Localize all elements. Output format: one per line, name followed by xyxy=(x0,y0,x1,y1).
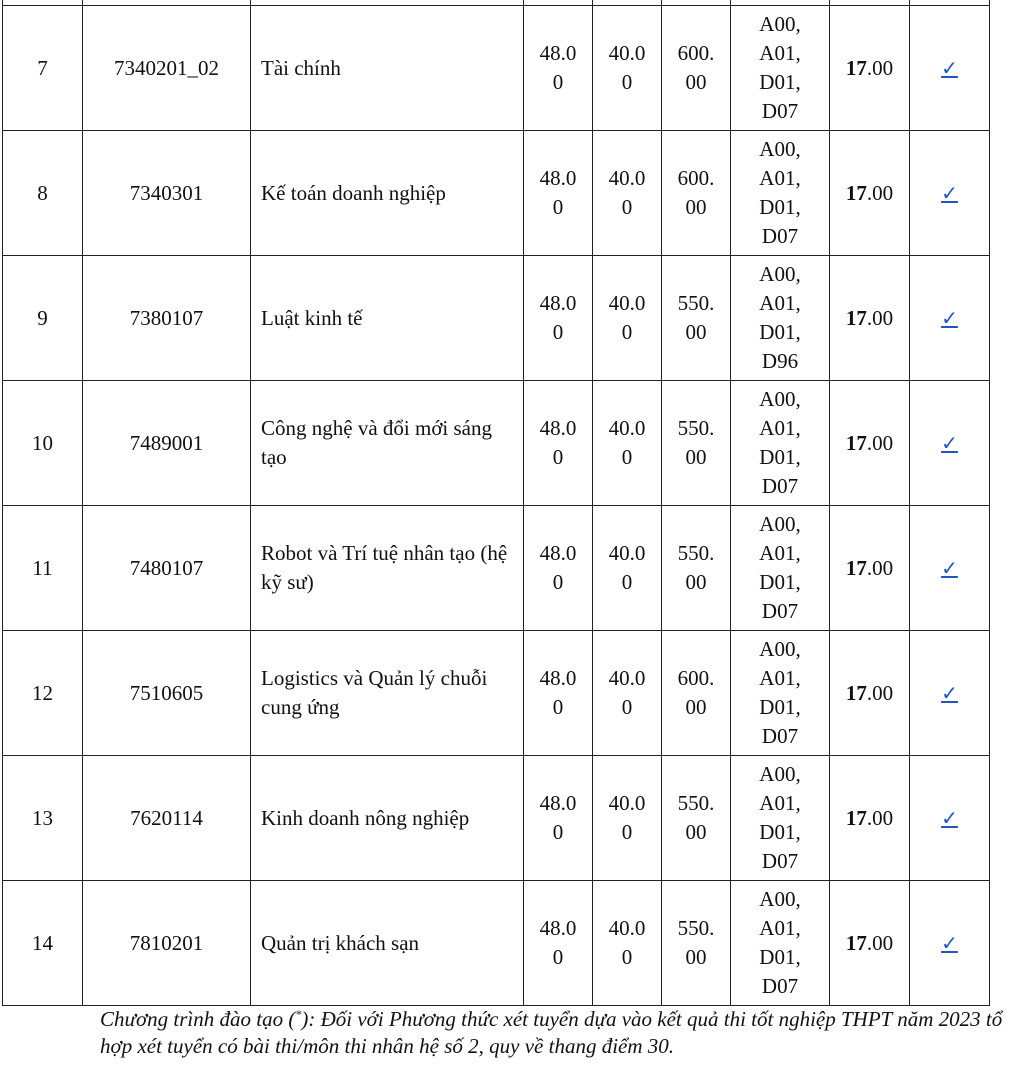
checkmark-link-icon[interactable]: ✓ xyxy=(941,930,958,955)
cell-name xyxy=(251,6,524,131)
row-score-decimal: .00 xyxy=(866,930,894,955)
row-value-1: 0 xyxy=(552,195,564,219)
row-value-2: 0 xyxy=(621,445,633,469)
cell-code xyxy=(83,381,251,506)
cell-col1 xyxy=(524,6,593,131)
cell-check xyxy=(910,881,990,1006)
row-value-2: 40.0 xyxy=(608,666,646,690)
row-value-1: 48.0 xyxy=(539,791,577,815)
row-stt: 14 xyxy=(32,930,53,955)
row-value-2: 40.0 xyxy=(608,916,646,940)
row-value-2: 0 xyxy=(621,945,633,969)
checkmark-link-icon[interactable]: ✓ xyxy=(941,805,958,830)
row-value-3: 00 xyxy=(685,945,707,969)
checkmark-link-icon[interactable]: ✓ xyxy=(941,180,958,205)
row-stt: 10 xyxy=(32,430,53,455)
cell-combos xyxy=(731,756,830,881)
row-subject-combo: D07 xyxy=(761,974,799,998)
cell-combos xyxy=(731,881,830,1006)
row-code: 7380107 xyxy=(129,305,204,330)
cell-stt xyxy=(3,506,83,631)
cell-col1 xyxy=(524,256,593,381)
cell-combos xyxy=(731,506,830,631)
row-value-1: 0 xyxy=(552,570,564,594)
row-score-decimal: .00 xyxy=(866,55,894,80)
row-score-integer: 17 xyxy=(845,805,867,830)
footnote-marker: * xyxy=(295,1007,302,1021)
row-subject-combo: A00, xyxy=(759,887,801,911)
row-value-1: 0 xyxy=(552,320,564,344)
row-value-2: 0 xyxy=(621,70,633,94)
row-subject-combo: A00, xyxy=(759,387,801,411)
row-score-decimal: .00 xyxy=(866,555,894,580)
cell-check xyxy=(910,256,990,381)
admissions-table xyxy=(2,0,990,1006)
row-value-1: 48.0 xyxy=(539,666,577,690)
cell-col3 xyxy=(662,6,731,131)
cell-col2 xyxy=(593,631,662,756)
cell-check xyxy=(910,131,990,256)
cell-name xyxy=(251,131,524,256)
checkmark-link-icon[interactable]: ✓ xyxy=(941,680,958,705)
cell-stt xyxy=(3,881,83,1006)
cell-code xyxy=(83,756,251,881)
row-stt: 7 xyxy=(37,55,48,80)
row-value-1: 0 xyxy=(552,695,564,719)
table-row xyxy=(3,381,990,506)
row-subject-combo: A01, xyxy=(759,41,801,65)
row-value-2: 40.0 xyxy=(608,166,646,190)
row-value-1: 0 xyxy=(552,70,564,94)
row-subject-combo: D07 xyxy=(761,724,799,748)
row-subject-combo: D01, xyxy=(759,320,801,344)
row-value-3: 00 xyxy=(685,695,707,719)
row-value-3: 550. xyxy=(677,416,715,440)
cell-col3 xyxy=(662,881,731,1006)
cell-score xyxy=(830,631,910,756)
checkmark-link-icon[interactable]: ✓ xyxy=(941,305,958,330)
row-value-3: 550. xyxy=(677,791,715,815)
row-subject-combo: D07 xyxy=(761,224,799,248)
table-row xyxy=(3,881,990,1006)
row-program-name: Robot và Trí tuệ nhân tạo (hệ kỹ sư) xyxy=(261,541,508,594)
row-value-2: 40.0 xyxy=(608,41,646,65)
row-value-2: 0 xyxy=(621,195,633,219)
row-value-1: 48.0 xyxy=(539,916,577,940)
row-value-2: 0 xyxy=(621,570,633,594)
cell-combos xyxy=(731,631,830,756)
row-program-name: Quản trị khách sạn xyxy=(261,930,420,955)
row-value-2: 40.0 xyxy=(608,291,646,315)
row-program-name: Tài chính xyxy=(261,55,341,80)
row-score-decimal: .00 xyxy=(866,180,894,205)
cell-stt xyxy=(3,6,83,131)
row-subject-combo: D01, xyxy=(759,945,801,969)
row-value-2: 0 xyxy=(621,320,633,344)
cell-name xyxy=(251,256,524,381)
row-subject-combo: D01, xyxy=(759,70,801,94)
cell-col1 xyxy=(524,506,593,631)
cell-col2 xyxy=(593,6,662,131)
row-code: 7480107 xyxy=(129,555,204,580)
row-subject-combo: A00, xyxy=(759,637,801,661)
row-value-3: 600. xyxy=(677,666,715,690)
row-value-3: 00 xyxy=(685,445,707,469)
cell-code xyxy=(83,6,251,131)
cell-score xyxy=(830,381,910,506)
row-value-3: 550. xyxy=(677,291,715,315)
cell-stt xyxy=(3,381,83,506)
row-value-3: 600. xyxy=(677,41,715,65)
cell-col3 xyxy=(662,131,731,256)
cell-combos xyxy=(731,381,830,506)
row-score-decimal: .00 xyxy=(866,680,894,705)
row-program-name: Logistics và Quản lý chuỗi cung ứng xyxy=(261,666,488,719)
row-value-1: 48.0 xyxy=(539,291,577,315)
row-code: 7620114 xyxy=(130,805,203,830)
cell-col3 xyxy=(662,506,731,631)
table-row xyxy=(3,6,990,131)
cell-code xyxy=(83,131,251,256)
row-subject-combo: A01, xyxy=(759,666,801,690)
cell-check xyxy=(910,756,990,881)
row-subject-combo: D07 xyxy=(761,474,799,498)
row-program-name: Kế toán doanh nghiệp xyxy=(261,180,446,205)
row-program-name: Công nghệ và đổi mới sáng tạo xyxy=(261,416,492,469)
row-value-3: 600. xyxy=(677,166,715,190)
row-code: 7340201_02 xyxy=(114,55,219,80)
row-subject-combo: A01, xyxy=(759,291,801,315)
row-code: 7489001 xyxy=(129,430,204,455)
row-value-1: 0 xyxy=(552,945,564,969)
row-value-3: 00 xyxy=(685,70,707,94)
row-code: 7810201 xyxy=(129,930,204,955)
cell-col3 xyxy=(662,381,731,506)
cell-score xyxy=(830,131,910,256)
row-subject-combo: A01, xyxy=(759,416,801,440)
cell-col2 xyxy=(593,131,662,256)
row-value-3: 00 xyxy=(685,570,707,594)
row-value-2: 0 xyxy=(621,695,633,719)
cell-code xyxy=(83,506,251,631)
cell-combos xyxy=(731,131,830,256)
checkmark-link-icon[interactable]: ✓ xyxy=(941,430,958,455)
cell-col3 xyxy=(662,631,731,756)
cell-col2 xyxy=(593,881,662,1006)
row-score-integer: 17 xyxy=(845,305,867,330)
row-program-name: Kinh doanh nông nghiệp xyxy=(261,805,470,830)
cell-col1 xyxy=(524,381,593,506)
cell-check xyxy=(910,506,990,631)
row-score-integer: 17 xyxy=(845,930,867,955)
cell-score xyxy=(830,881,910,1006)
row-score-decimal: .00 xyxy=(866,430,894,455)
cell-col2 xyxy=(593,756,662,881)
row-value-1: 48.0 xyxy=(539,166,577,190)
row-stt: 12 xyxy=(32,680,53,705)
cell-col1 xyxy=(524,131,593,256)
cell-name xyxy=(251,381,524,506)
checkmark-link-icon[interactable]: ✓ xyxy=(941,555,958,580)
row-stt: 9 xyxy=(37,305,48,330)
cell-stt xyxy=(3,756,83,881)
row-subject-combo: D01, xyxy=(759,695,801,719)
cell-check xyxy=(910,631,990,756)
row-score-integer: 17 xyxy=(845,680,867,705)
row-value-2: 0 xyxy=(621,820,633,844)
row-subject-combo: A01, xyxy=(759,166,801,190)
table-row xyxy=(3,631,990,756)
row-value-1: 0 xyxy=(552,820,564,844)
cell-col2 xyxy=(593,256,662,381)
table-row xyxy=(3,256,990,381)
row-subject-combo: D01, xyxy=(759,820,801,844)
row-subject-combo: D01, xyxy=(759,445,801,469)
row-stt: 8 xyxy=(37,180,48,205)
footnote-prefix: Chương trình đào tạo ( xyxy=(100,1007,296,1031)
cell-stt xyxy=(3,631,83,756)
row-value-3: 00 xyxy=(685,820,707,844)
row-value-1: 48.0 xyxy=(539,416,577,440)
row-value-2: 40.0 xyxy=(608,541,646,565)
row-subject-combo: A01, xyxy=(759,791,801,815)
row-subject-combo: D07 xyxy=(761,599,799,623)
table-row xyxy=(3,756,990,881)
row-program-name: Luật kinh tế xyxy=(261,305,363,330)
cell-name xyxy=(251,631,524,756)
row-subject-combo: D01, xyxy=(759,570,801,594)
row-value-3: 00 xyxy=(685,320,707,344)
row-value-2: 40.0 xyxy=(608,416,646,440)
row-subject-combo: D07 xyxy=(761,849,799,873)
row-code: 7510605 xyxy=(129,680,204,705)
row-subject-combo: A00, xyxy=(759,512,801,536)
table-row xyxy=(3,131,990,256)
row-value-1: 0 xyxy=(552,445,564,469)
cell-code xyxy=(83,881,251,1006)
cell-col3 xyxy=(662,256,731,381)
cell-col1 xyxy=(524,756,593,881)
row-subject-combo: D96 xyxy=(761,349,799,373)
row-stt: 11 xyxy=(32,555,53,580)
row-value-1: 48.0 xyxy=(539,41,577,65)
cell-col1 xyxy=(524,631,593,756)
footnote xyxy=(100,1006,1015,1060)
cell-name xyxy=(251,881,524,1006)
checkmark-link-icon[interactable]: ✓ xyxy=(941,55,958,80)
row-score-integer: 17 xyxy=(845,55,867,80)
row-value-3: 00 xyxy=(685,195,707,219)
row-value-1: 48.0 xyxy=(539,541,577,565)
row-subject-combo: D07 xyxy=(761,99,799,123)
table-body xyxy=(3,0,990,1006)
row-subject-combo: D01, xyxy=(759,195,801,219)
cell-check xyxy=(910,6,990,131)
table-row xyxy=(3,506,990,631)
row-score-integer: 17 xyxy=(845,430,867,455)
row-value-3: 550. xyxy=(677,916,715,940)
row-subject-combo: A00, xyxy=(759,12,801,36)
cell-score xyxy=(830,506,910,631)
cell-name xyxy=(251,756,524,881)
footnote-body: ): Đối với Phương thức xét tuyển dựa vào kết quả thi tốt nghiệp THPT năm 2023 tổ hợp xét tuyển có bài thi/môn thi nhân hệ số 2, quy về thang điểm 30. xyxy=(100,1007,1003,1058)
cell-combos xyxy=(731,6,830,131)
row-score-decimal: .00 xyxy=(866,305,894,330)
row-subject-combo: A00, xyxy=(759,137,801,161)
cell-score xyxy=(830,756,910,881)
row-value-3: 550. xyxy=(677,541,715,565)
cell-col2 xyxy=(593,381,662,506)
cell-name xyxy=(251,506,524,631)
cell-stt xyxy=(3,256,83,381)
row-stt: 13 xyxy=(32,805,53,830)
row-subject-combo: A01, xyxy=(759,541,801,565)
row-subject-combo: A00, xyxy=(759,762,801,786)
cell-score xyxy=(830,256,910,381)
cell-code xyxy=(83,631,251,756)
cell-score xyxy=(830,6,910,131)
row-subject-combo: A01, xyxy=(759,916,801,940)
cell-stt xyxy=(3,131,83,256)
row-score-integer: 17 xyxy=(845,180,867,205)
cell-col2 xyxy=(593,506,662,631)
cell-code xyxy=(83,256,251,381)
cell-check xyxy=(910,381,990,506)
row-score-decimal: .00 xyxy=(866,805,894,830)
cell-col3 xyxy=(662,756,731,881)
row-subject-combo: A00, xyxy=(759,262,801,286)
cell-combos xyxy=(731,256,830,381)
row-code: 7340301 xyxy=(129,180,204,205)
cell-col1 xyxy=(524,881,593,1006)
row-value-2: 40.0 xyxy=(608,791,646,815)
row-score-integer: 17 xyxy=(845,555,867,580)
